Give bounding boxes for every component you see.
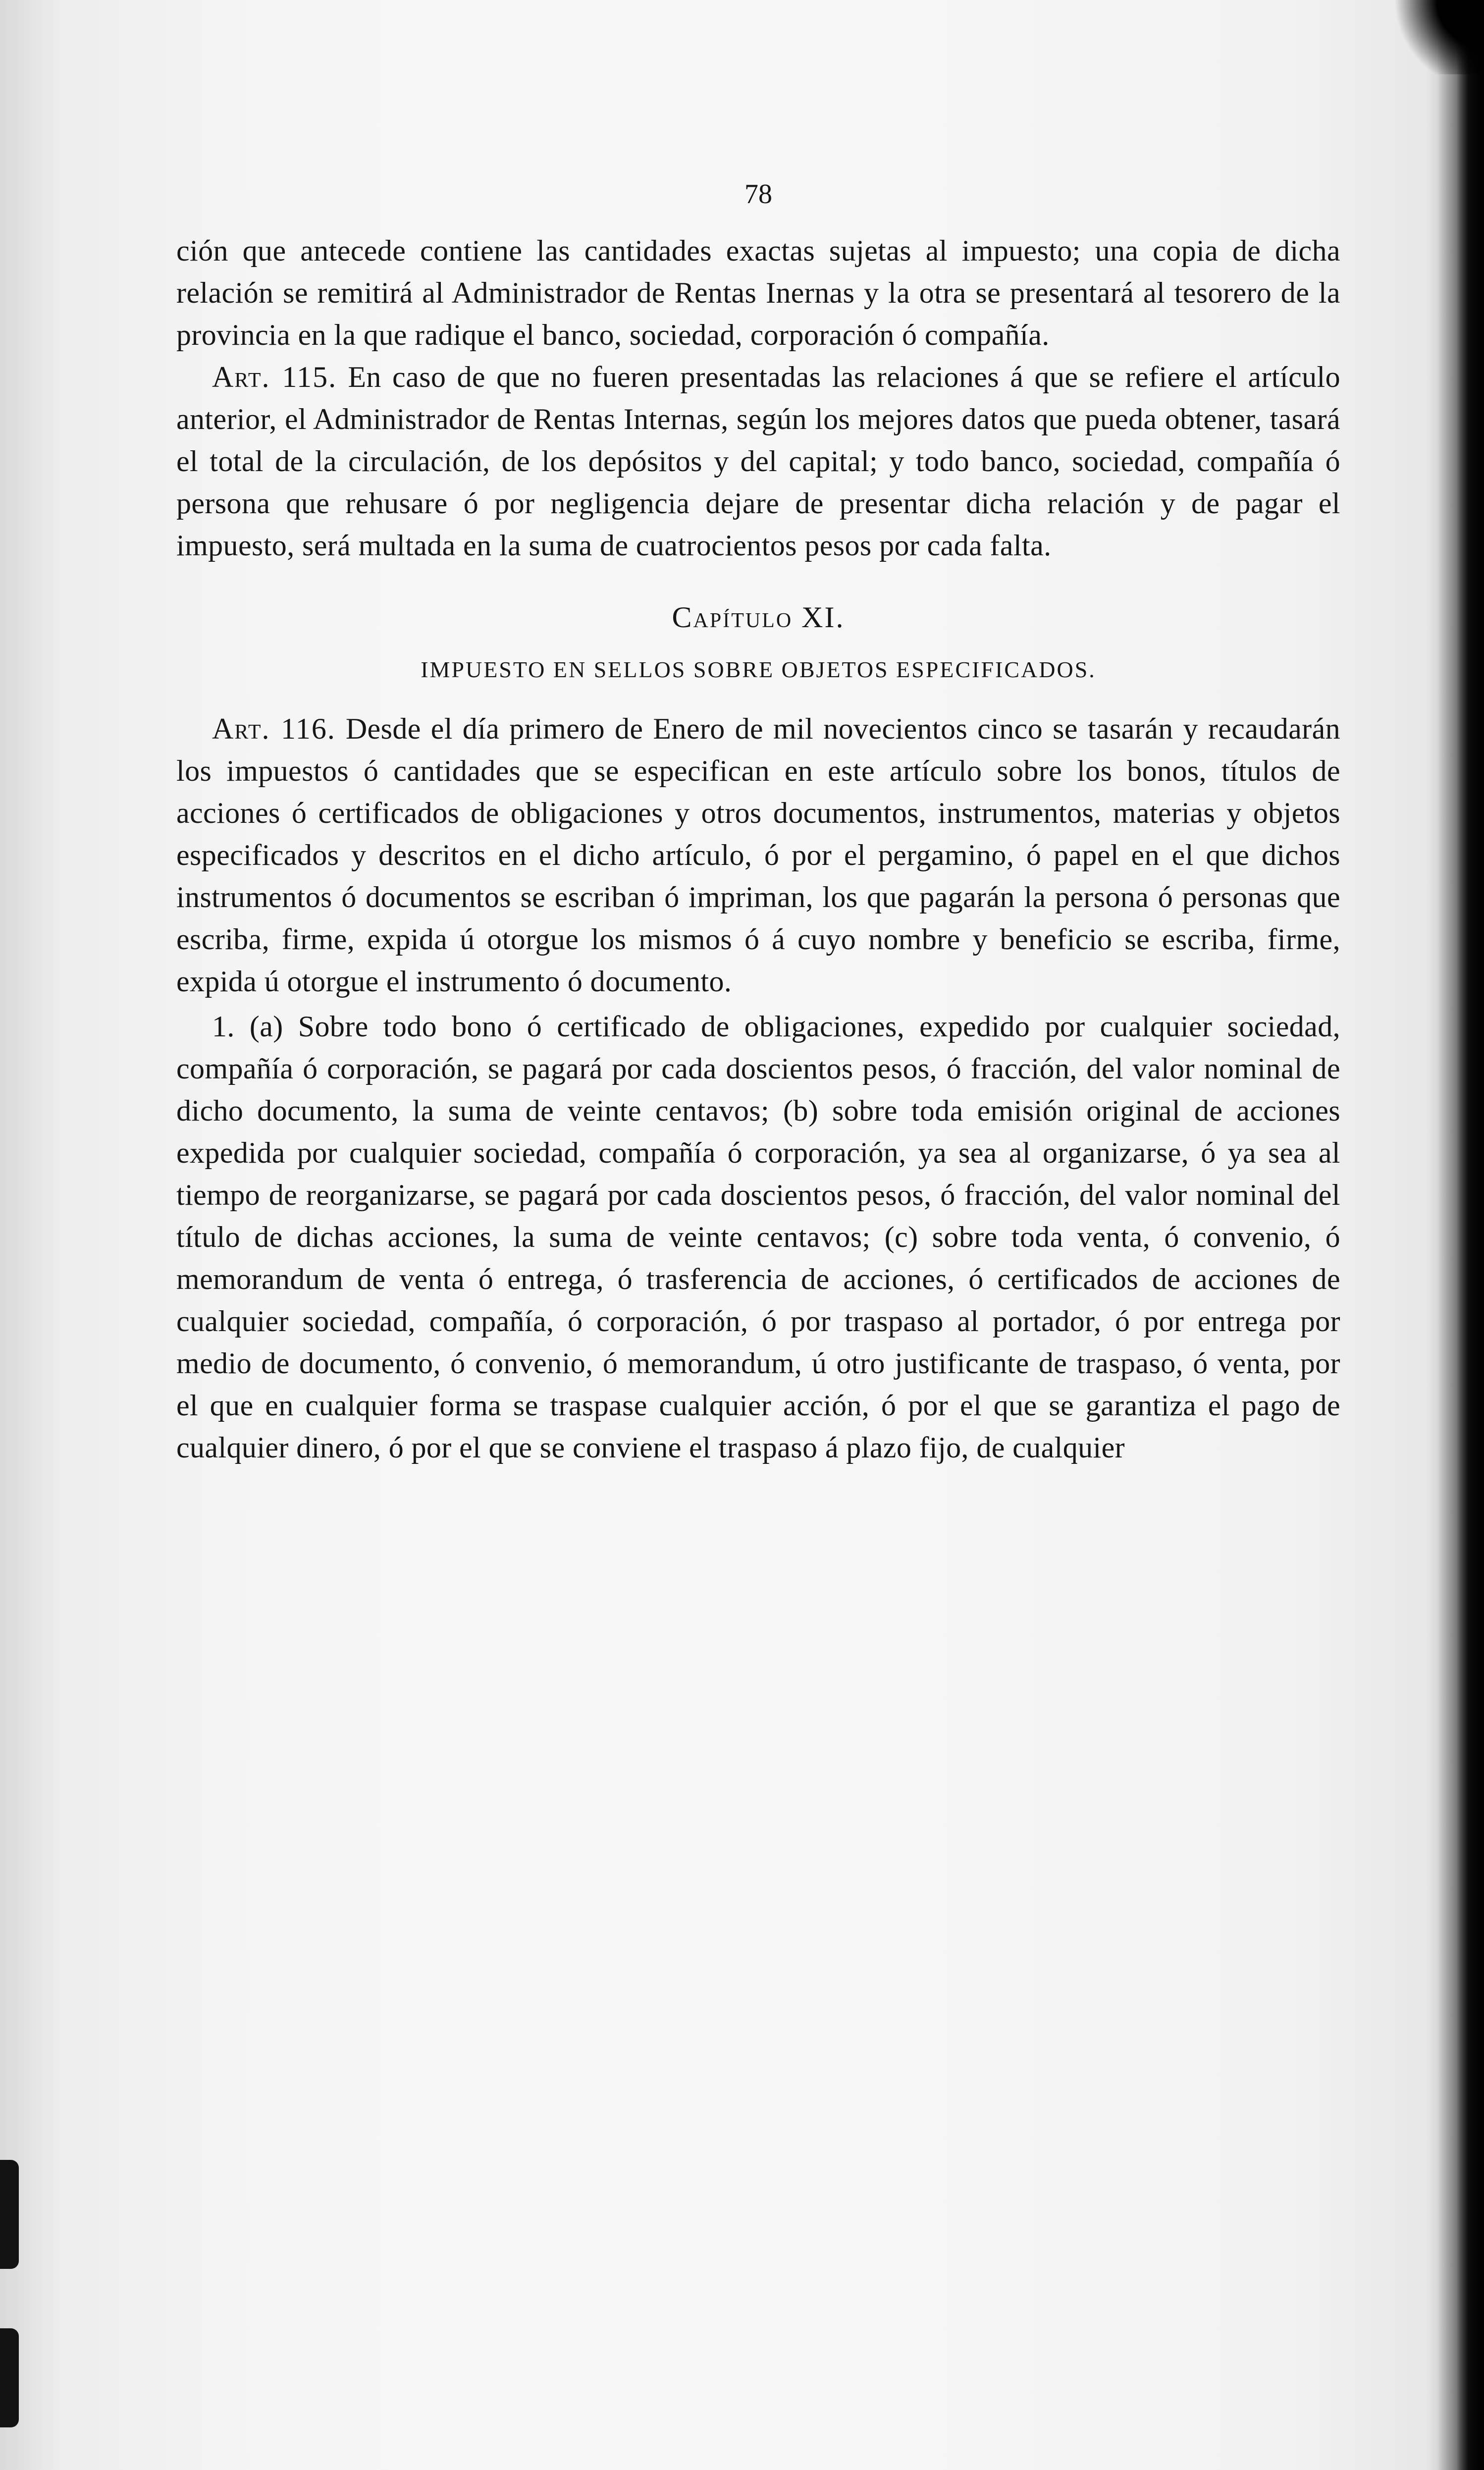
article-text: Desde el día primero de Enero de mil novecientos cinco se tasarán y recaudarán los impuestos ó cantidades que se especifican en este artículo sobre los bonos, títulos de acciones ó certificados de obligaciones y otros documentos, instrumentos, materias y objetos especificados y descritos en el dicho artículo, ó por el pergamino, ó papel en el que dichos instrumentos ó documentos se escriban ó impriman, los que pagarán la persona ó personas que escriba, firme, expida ú otorgue los mismos ó á cuyo nombre y beneficio se escriba, firme, expida ú otorgue el instrumento ó documento. xyxy=(176,712,1340,998)
article-label: Art. 115. xyxy=(212,361,337,393)
article-116 xyxy=(176,708,1340,1003)
article-label: Art. 116. xyxy=(212,712,336,745)
paragraph-continuation xyxy=(176,230,1340,356)
page-corner-shadow xyxy=(1355,0,1484,74)
numbered-clause-1 xyxy=(176,1006,1340,1469)
binding-shadow xyxy=(1437,0,1484,2470)
page-text-block xyxy=(176,178,1340,1469)
chapter-subtitle: IMPUESTO EN SELLOS SOBRE OBJETOS ESPECIFICADOS. xyxy=(421,657,1096,682)
left-edge-smudge xyxy=(0,2160,19,2269)
article-text: En caso de que no fueren presentadas las relaciones á que se refiere el artículo anterior, el Administrador de Rentas Internas, según los mejores datos que pueda obtener, tasará el total de la circulación, de los depósitos y del capital; y todo banco, sociedad, compañía ó persona que rehusare ó por negligencia dejare de presentar dicha relación y de pagar el impuesto, será multada en la suma de cuatrocientos pesos por cada falta. xyxy=(176,361,1341,562)
page-number: 78 xyxy=(744,179,772,210)
chapter-title: Capítulo XI. xyxy=(672,601,845,634)
article-115 xyxy=(176,356,1340,567)
left-edge-smudge xyxy=(0,2328,19,2427)
paragraph-text: ción que antecede contiene las cantidades exactas sujetas al impuesto; una copia de dicha relación se remitirá al Administrador de Rentas Inernas y la otra se presentará al tesorero de la provincia en la que radique el banco, sociedad, corporación ó compañía. xyxy=(176,234,1340,351)
clause-text: 1. (a) Sobre todo bono ó certificado de obligaciones, expedido por cualquier sociedad, compañía ó corporación, se pagará por cada doscientos pesos, ó fracción, del valor nominal de dicho documento, la suma de veinte centavos; (b) sobre toda emisión original de acciones expedida por cualquier sociedad, compañía ó corporación, ya sea al organizarse, ó ya sea al tiempo de reorganizarse, se pagará por cada doscientos pesos, ó fracción, del valor nominal del título de dichas acciones, la suma de veinte centavos; (c) sobre toda venta, ó convenio, ó memorandum de venta ó entrega, ó trasferencia de acciones, ó certificados de acciones de cualquier sociedad, compañía, ó corporación, ó por traspaso al portador, ó por entrega por medio de documento, ó convenio, ó memorandum, ú otro justificante de traspaso, ó venta, por el que en cualquier forma se traspase cualquier acción, ó por el que se garantiza el pago de cualquier dinero, ó por el que se conviene el traspaso á plazo fijo, de cualquier xyxy=(176,1010,1340,1464)
